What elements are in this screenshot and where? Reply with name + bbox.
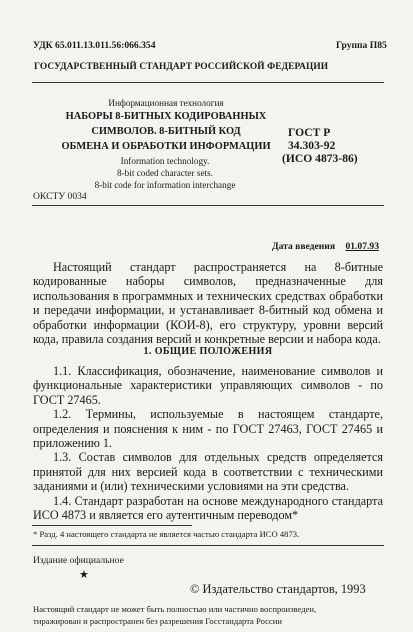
intro-paragraph: Настоящий стандарт распространяется на 8-битные кодированные наборы символов, предназначенные для использования в программных и технических средствах обработки и передачи информации, и устанавливает 8-битный код обмена и обработки информации (КОИ-8), его структуру, уровни версий кода, правила создания версий и конкретные версии и набора кода. [33, 260, 383, 347]
standard-title [56, 109, 276, 154]
section-paragraph: 1.4. Стандарт разработан на основе международного стандарта ИСО 4873 и является его аутентичным переводом* [33, 493, 383, 523]
reproduction-notice [33, 603, 393, 627]
intro-date [272, 241, 379, 252]
category-label: Информационная технология [108, 98, 224, 108]
english-title [60, 155, 270, 192]
section-paragraph: 1.1. Классификация, обозначение, наименование символов и функциональные характеристики управляющих символов - по ГОСТ 27465. [33, 364, 383, 407]
section-body [33, 364, 383, 522]
section-paragraph: 1.2. Термины, используемые в настоящем стандарте, определения и пояснения к ним - по ГОСТ 27463, ГОСТ 27465 и приложению 1. [33, 407, 383, 451]
section-paragraph: 1.3. Состав символов для отдельных средств определяется принятой для них версией кода в соответствии с техническими заданиями и (или) техническими условиями на эти средства. [33, 450, 383, 494]
iso-reference: (ИСО 4873-86) [282, 152, 358, 166]
authority-title: ГОСУДАРСТВЕННЫЙ СТАНДАРТ РОССИЙСКОЙ ФЕДЕРАЦИИ [34, 62, 329, 72]
header-rule [32, 82, 384, 83]
gost-label: ГОСТ Р [288, 126, 331, 139]
notice-line: Настоящий стандарт не может быть полностью или частично воспроизведен, [33, 604, 317, 614]
copyright-line: © Издательство стандартов, 1993 [190, 582, 366, 596]
english-line: 8-bit code for information interchange [94, 180, 236, 191]
okstu-code: ОКСТУ 0034 [33, 191, 87, 202]
title-line: СИМВОЛОВ. 8-БИТНЫЙ КОД [91, 126, 241, 137]
english-line: Information technology. [120, 156, 210, 166]
udk-code: УДК 65.011.13.011.56:066.354 [33, 40, 156, 51]
notice-line: тиражирован и распространен без разрешения Госстандарта России [33, 616, 282, 626]
intro-date-label: Дата введения [272, 241, 336, 252]
intro-date-value: 01.07.93 [345, 241, 380, 252]
title-line: НАБОРЫ 8-БИТНЫХ КОДИРОВАННЫХ [65, 111, 267, 122]
gost-number: 34.303-92 [288, 139, 336, 153]
group-code: Группа П85 [336, 40, 387, 51]
footnote-rule [32, 525, 192, 526]
title-rule [32, 205, 384, 206]
star-mark: ★ [79, 569, 89, 581]
footnote: * Разд. 4 настоящего стандарта не является частью стандарта ИСО 4873. [33, 529, 300, 539]
title-line: ОБМЕНА И ОБРАБОТКИ ИНФОРМАЦИИ [61, 141, 271, 152]
english-line: 8-bit coded character sets. [117, 168, 213, 179]
section-heading: 1. ОБЩИЕ ПОЛОЖЕНИЯ [143, 346, 273, 357]
gost-designation [282, 126, 362, 166]
footnote-bottom-rule [32, 545, 384, 546]
official-edition: Издание официальное [33, 555, 124, 566]
